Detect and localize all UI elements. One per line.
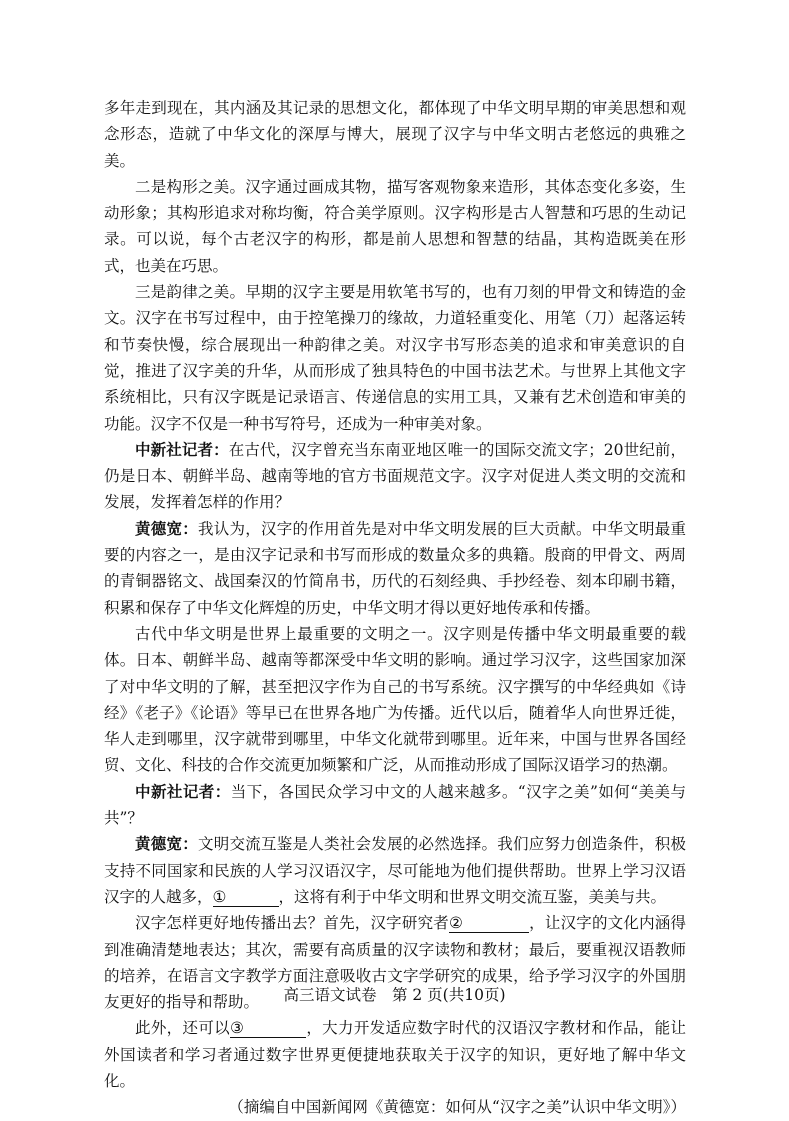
paragraph-rhythm-beauty: 三是韵律之美。早期的汉字主要是用软笔书写的，也有刀刻的甲骨文和铸造的金文。汉字在书写过程中，由于控笔操刀的缘故，力道轻重变化、用笔（刀）起落运转和节奏快慢，综合展现出一种韵律之美。对汉字书写形态美的追求和审美意识的自觉，推进了汉字美的升华，从而形成了独具特色的中国书法艺术。与世界上其他文字系统相比，只有汉字既是记录语言、传递信息的实用工具，又兼有艺术创造和审美的功能。汉字不仅是一种书写符号，还成为一种审美对象。 bbox=[104, 283, 686, 433]
page-footer: 高三语文试卷 第 2 页(共10页) bbox=[283, 986, 506, 1004]
answer-1 bbox=[104, 516, 686, 621]
blank-1: ① bbox=[213, 888, 279, 907]
paragraph-spread-b: ，让汉字的文化内涵得到准确清楚地表达；其次，需要有高质量的汉字读物和教材；最后，要重视汉语教师的培养，在语言文字教学方面注意吸收古文字学研究的成果，给予学习汉字的外国朋友更好的指导和帮助。 bbox=[104, 914, 686, 1012]
speaker-reporter: 中新社记者： bbox=[135, 440, 229, 459]
blank-3: ③ bbox=[230, 1019, 306, 1038]
paragraph-digital-b: ，大力开发适应数字时代的汉语汉字教材和作品，能让外国读者和学习者通过数字世界更便捷地获取关于汉字的知识，更好地了解中华文化。 bbox=[104, 1019, 686, 1090]
question-1-text: 在古代，汉字曾充当东南亚地区唯一的国际交流文字；20世纪前，仍是日本、朝鲜半岛、越南等地的官方书面规范文字。汉字对促进人类文明的交流和发展，发挥着怎样的作用？ bbox=[104, 440, 686, 512]
speaker-reporter: 中新社记者： bbox=[135, 782, 231, 801]
answer-2-text-b: ，这将有利于中华文明和世界文明交流互鉴，美美与共。 bbox=[278, 887, 667, 906]
paragraph-digital-a: 此外，还可以 bbox=[135, 1019, 230, 1038]
source-citation: （摘编自中国新闻网《黄德宽：如何从“汉字之美”认识中华文明》） bbox=[228, 1098, 686, 1117]
answer-1-text: 我认为，汉字的作用首先是对中华文明发展的巨大贡献。中华文明最重要的内容之一，是由汉字记录和书写而形成的数量众多的典籍。殷商的甲骨文、两周的青铜器铭文、战国秦汉的竹简帛书，历代的石刻经典、手抄经卷、刻本印刷书籍，积累和保存了中华文化辉煌的历史，中华文明才得以更好地传承和传播。 bbox=[104, 519, 686, 617]
paragraph-digital bbox=[104, 1015, 686, 1094]
answer-2-text-a: 文明交流互鉴是人类社会发展的必然选择。我们应努力创造条件，积极支持不同国家和民族的人学习汉语汉字，尽可能地为他们提供帮助。世界上学习汉语汉字的人越多， bbox=[104, 835, 686, 906]
speaker-huang: 黄德宽： bbox=[135, 519, 198, 538]
article-body bbox=[104, 95, 686, 1121]
paragraph-form-beauty: 二是构形之美。汉字通过画成其物，描写客观物象来造形，其体态变化多姿，生动形象；其构形追求对称均衡，符合美学原则。汉字构形是古人智慧和巧思的生动记录。可以说，每个古老汉字的构形，都是前人思想和智慧的结晶，其构造既美在形式，也美在巧思。 bbox=[104, 177, 686, 275]
answer-2 bbox=[104, 831, 686, 910]
question-2-text: 当下，各国民众学习中文的人越来越多。“汉字之美”如何“美美与共”？ bbox=[104, 782, 686, 828]
blank-2: ② bbox=[449, 914, 529, 933]
paragraph-spread-a: 汉字怎样更好地传播出去？首先，汉字研究者 bbox=[135, 914, 449, 933]
paragraph-ancient-civilization: 古代中华文明是世界上最重要的文明之一。汉字则是传播中华文明最重要的载体。日本、朝鲜半岛、越南等都深受中华文明的影响。通过学习汉字，这些国家加深了对中华文明的了解，甚至把汉字作为自己的书写系统。汉字撰写的中华经典如《诗经》《老子》《论语》等早已在世界各地广为传播。近代以后，随着华人向世界迁徙，华人走到哪里，汉字就带到哪里，中华文化就带到哪里。近年来，中国与世界各国经贸、文化、科技的合作交流更加频繁和广泛，从而推动形成了国际汉语学习的热潮。 bbox=[104, 624, 686, 775]
question-2 bbox=[104, 779, 686, 832]
question-1 bbox=[104, 437, 686, 516]
paragraph-1: 多年走到现在，其内涵及其记录的思想文化，都体现了中华文明早期的审美思想和观念形态，造就了中华文化的深厚与博大，展现了汉字与中华文明古老悠远的典雅之美。 bbox=[104, 99, 686, 170]
speaker-huang: 黄德宽： bbox=[135, 835, 198, 854]
